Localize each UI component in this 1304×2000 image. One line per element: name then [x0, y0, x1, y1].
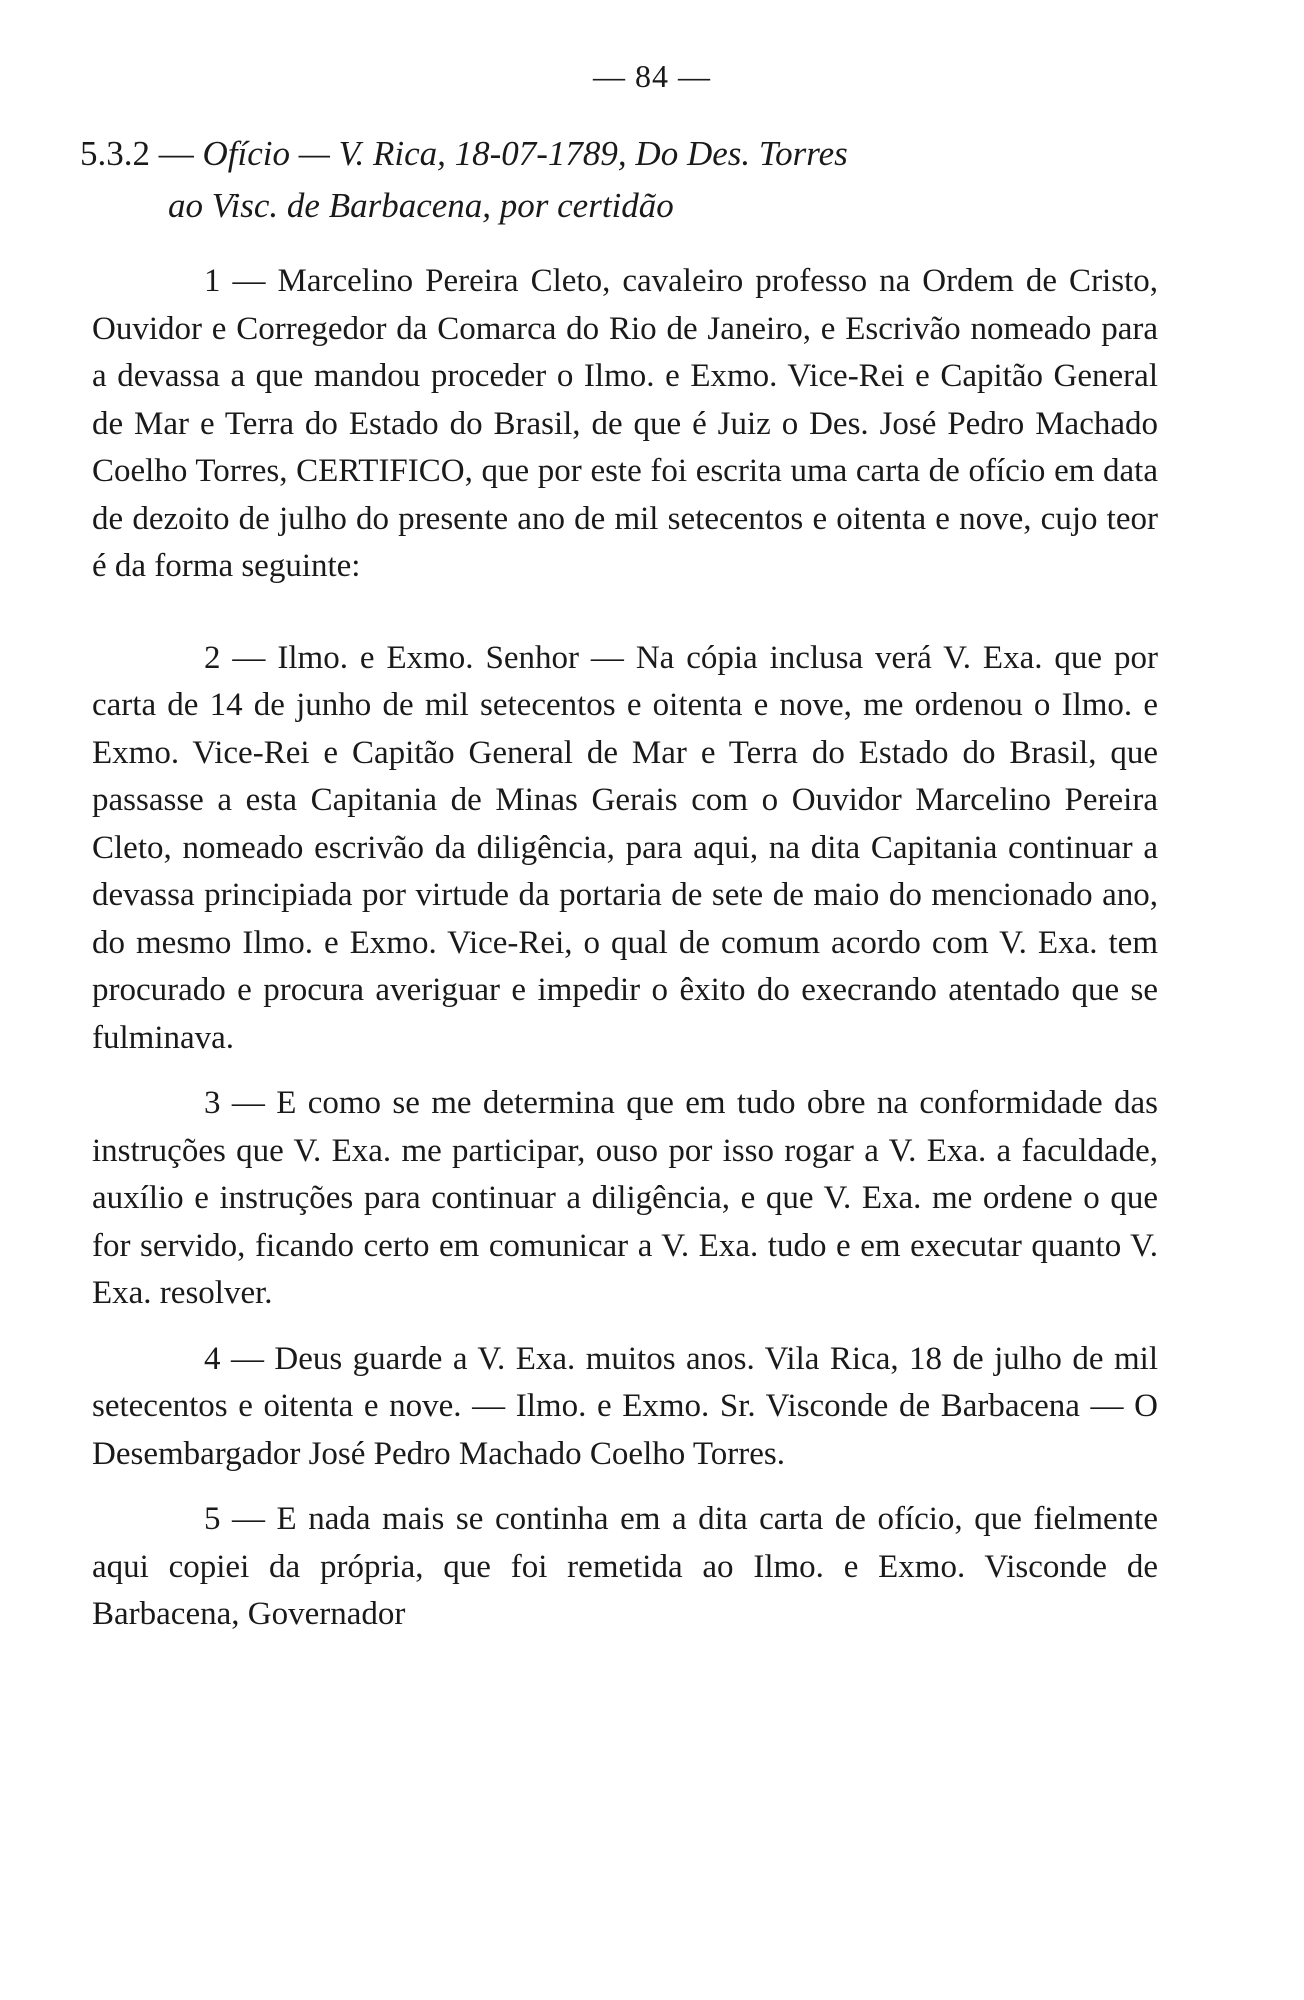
page-number: — 84 — [593, 58, 711, 94]
paragraph-1: 1 — Marcelino Pereira Cleto, cavaleiro professo na Ordem de Cristo, Ouvidor e Corregedor da Comarca do Rio de Janeiro, e Escrivão nomeado para a devassa a que mandou proceder o Ilmo. e Exmo. Vice-Rei e Capitão General de Mar e Terra do Estado do Brasil, de que é Juiz o Des. José Pedro Machado Coelho Torres, CERTIFICO, que por este foi escrita uma carta de ofício em data de dezoito de julho do presente ano de mil setecentos e oitenta e nove, cujo teor é da forma seguinte: [92, 263, 1158, 584]
section-heading [80, 128, 1160, 232]
section-title-line-1: Ofício — V. Rica, 18-07-1789, Do Des. Torres [202, 134, 848, 173]
section-number: 5.3.2 — [80, 134, 194, 173]
paragraph-2: 2 — Ilmo. e Exmo. Senhor — Na cópia inclusa verá V. Exa. que por carta de 14 de junho de mil setecentos e oitenta e nove, me ordenou o Ilmo. e Exmo. Vice-Rei e Capitão General de Mar e Terra do Estado do Brasil, que passasse a esta Capitania de Minas Gerais com o Ouvidor Marcelino Pereira Cleto, nomeado escrivão da diligência, para aqui, na dita Capitania continuar a devassa principiada por virtude da portaria de sete de maio do mencionado ano, do mesmo Ilmo. e Exmo. Vice-Rei, o qual de comum acordo com V. Exa. tem procurado e procura averiguar e impedir o êxito do execrando atentado que se fulminava. [92, 639, 1158, 1056]
paragraph-5: 5 — E nada mais se continha em a dita carta de ofício, que fielmente aqui copiei da própria, que foi remetida ao Ilmo. e Exmo. Visconde de Barbacena, Governador [92, 1501, 1158, 1632]
paragraph-4: 4 — Deus guarde a V. Exa. muitos anos. Vila Rica, 18 de julho de mil setecentos e oitenta e nove. — Ilmo. e Exmo. Sr. Visconde de Barbacena — O Desembargador José Pedro Machado Coelho Torres. [92, 1340, 1158, 1472]
paragraph-3: 3 — E como se me determina que em tudo obre na conformidade das instruções que V. Exa. me participar, ouso por isso rogar a V. Exa. a faculdade, auxílio e instruções para continuar a diligência, e que V. Exa. me ordene o que for servido, ficando certo em comunicar a V. Exa. tudo e em executar quanto V. Exa. resolver. [92, 1085, 1158, 1311]
section-title-line-2: ao Visc. de Barbacena, por certidão [168, 186, 674, 225]
document-body [92, 258, 1158, 1639]
